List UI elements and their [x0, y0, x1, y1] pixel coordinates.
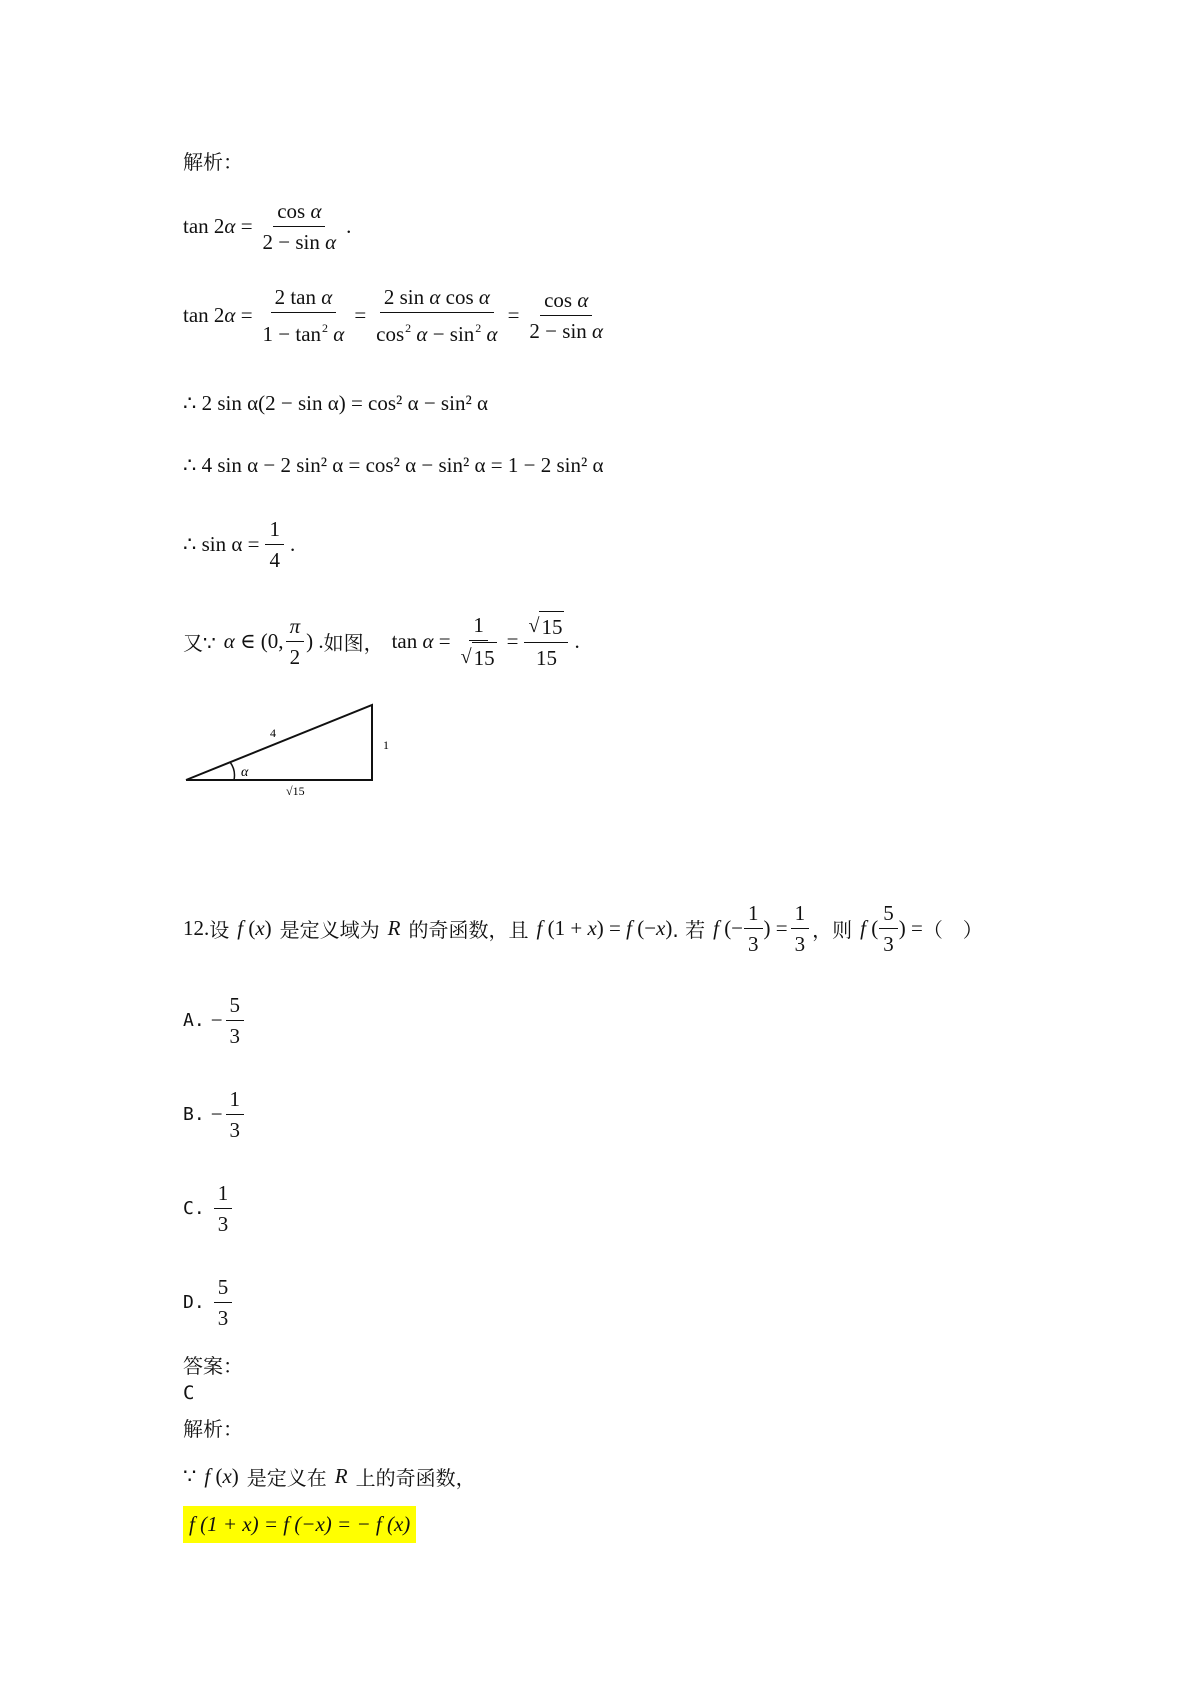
equation-1: tan 2α = $\frac{\text{cos α}}{\text{2 − sin α}}$ . [183, 196, 351, 257]
highlighted-equation: f (1 + x) = f (−x) = − f (x) [183, 1506, 416, 1543]
right-triangle-figure [180, 692, 400, 802]
adjacent-label: √15 [286, 784, 305, 798]
question-12: 12. 设 f (x) 是定义域为 R 的奇函数，且 f (1 + x) = f (−x) . 若 f (− $\frac{1}{3}$ ) = $\frac{1}{3}$ ，则 f ( $\frac{5}{3}$ ) = （ ） [183, 898, 983, 959]
analysis-label: 解析： [183, 150, 243, 174]
opposite-label: 1 [383, 738, 389, 752]
equation-3: ∴ 2 sin α(2 − sin α) = cos² α − sin² α [183, 391, 488, 415]
option-a: A. − $\frac{5}{3}$ [183, 990, 247, 1051]
option-c: C. $\frac{1}{3}$ [183, 1178, 235, 1239]
option-d: D. $\frac{5}{3}$ [183, 1272, 235, 1333]
angle-label: α [241, 765, 249, 780]
answer-label: 答案： [183, 1354, 243, 1378]
hypotenuse-label: 4 [270, 726, 276, 740]
equation-5: ∴ sin α = $\frac{1}{4}$ . [183, 514, 295, 575]
equation-6: 又∵ α ∈ (0, $\frac{\pi}{2}$ ) . 如图， tan α = 1 √ 15 = √ 15 15 . [183, 610, 580, 673]
option-b: B. − $\frac{1}{3}$ [183, 1084, 247, 1145]
equation-2: tan 2α = $\frac{\text{2 tan α}}{1 - \tan^2 \alpha}$ = $\frac{\text{2 sin α cos α}}{\cos^2 \alpha - \sin^2 \alpha}$ = $\frac{\text{cos α}}{\text{2 − sin α}}$ [183, 282, 613, 349]
answer-value: C [183, 1382, 195, 1404]
equation-4: ∴ 4 sin α − 2 sin² α = cos² α − sin² α = 1 − 2 sin² α [183, 453, 604, 477]
solution-line-1: ∵ f (x) 是定义在 R 上的奇函数， [183, 1464, 476, 1490]
analysis2-label: 解析： [183, 1417, 243, 1441]
